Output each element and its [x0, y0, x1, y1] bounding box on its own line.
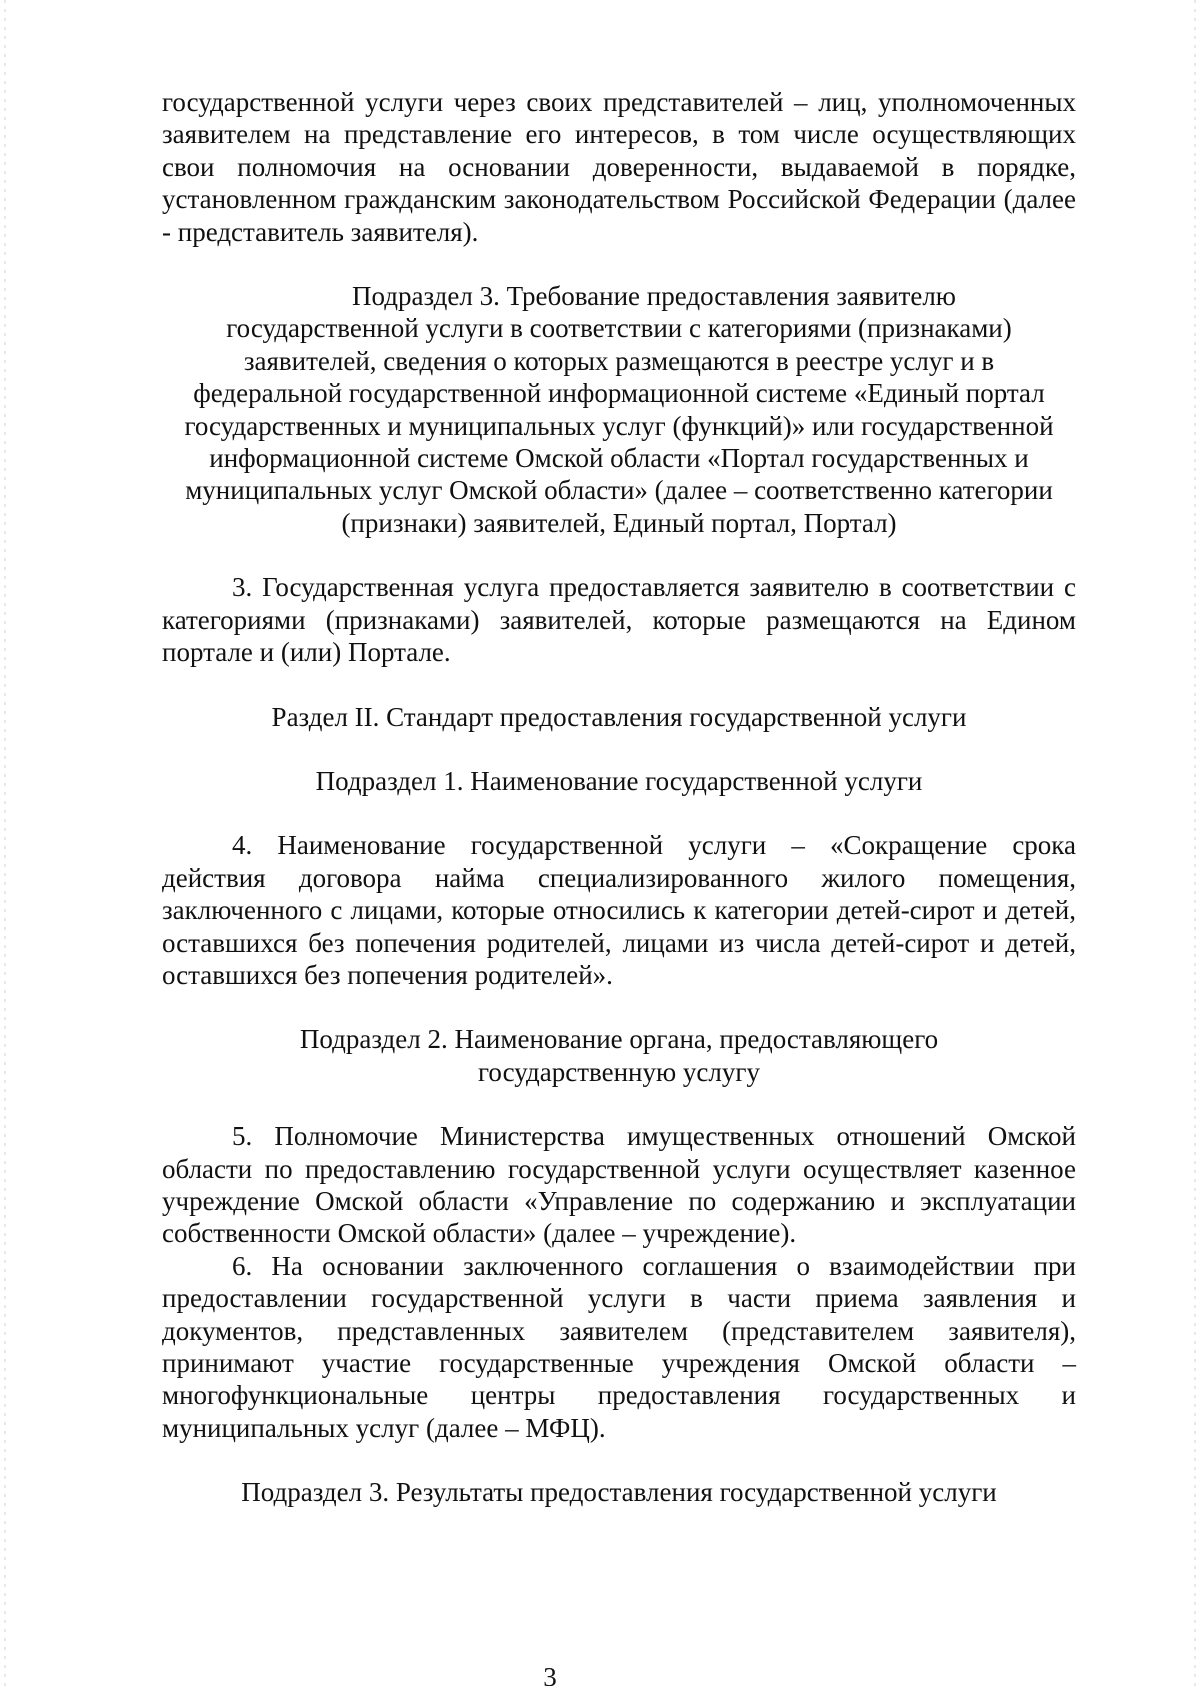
page-number: 3 [543, 1662, 557, 1686]
paragraph-representatives: государственной услуги через своих представителей – лиц, уполномоченных заявителем на представление его интересов, в том числе осуществляющих свои полномочия на основании доверенности, выдаваемой в порядке, установленном гражданским законодательством Российской Федерации (далее - представитель заявителя). [162, 87, 1076, 247]
paragraph-4: 4. Наименование государственной услуги – «Сокращение срока действия договора найма специализированного жилого помещения, заключенного с лицами, которые относились к категории детей-сирот и детей, оставшихся без попечения родителей, лицами из числа детей-сирот и детей, оставшихся без попечения родителей». [162, 830, 1076, 990]
paragraph-6: 6. На основании заключенного соглашения о взаимодействии при предоставлении государственной услуги в части приема заявления и документов, представленных заявителем (представителем заявителя), принимают участие государственные учреждения Омской области – многофункциональные центры предоставления государственных и муниципальных услуг (далее – МФЦ). [162, 1250, 1076, 1443]
heading-subsection-1-name: Подраздел 1. Наименование государственной услуги [315, 765, 923, 796]
heading-subsection-3-requirements [162, 280, 1076, 539]
heading-section-2: Раздел II. Стандарт предоставления государственной услуги [271, 701, 967, 732]
heading-subsection-2-authority [162, 1023, 1076, 1088]
scan-edge-left [4, 0, 6, 1686]
heading-subsection-3-rest: государственной услуги в соответствии с категориями (признаками) заявителей, сведения о которых размещаются в реестре услуг и в федеральной государственной информационной системе «Единый портал государственных и муниципальных услуг (функций)» или государственной информационной системе Омской области «Портал государственных и муниципальных услуг Омской области» (далее – соответственно категории (признаки) заявителей, Единый портал, Портал) [184, 313, 1054, 538]
paragraph-5: 5. Полномочие Министерства имущественных отношений Омской области по предоставлению государственной услуги осуществляет казенное учреждение Омской области «Управление по содержанию и эксплуатации собственности Омской области» (далее – учреждение). [162, 1121, 1076, 1249]
heading-subsection-3-line1: Подраздел 3. Требование предоставления заявителю [352, 281, 956, 312]
document-body [162, 86, 1076, 1509]
scan-edge-right [1194, 0, 1196, 1686]
heading-subsection-2-line1: Подраздел 2. Наименование органа, предоставляющего [299, 1024, 939, 1055]
heading-subsection-2-line2: государственную услугу [478, 1056, 760, 1087]
paragraph-3: 3. Государственная услуга предоставляется заявителю в соответствии с категориями (признаками) заявителей, которые размещаются на Едином портале и (или) Портале. [162, 572, 1076, 668]
heading-subsection-3-results: Подраздел 3. Результаты предоставления государственной услуги [241, 1477, 997, 1508]
